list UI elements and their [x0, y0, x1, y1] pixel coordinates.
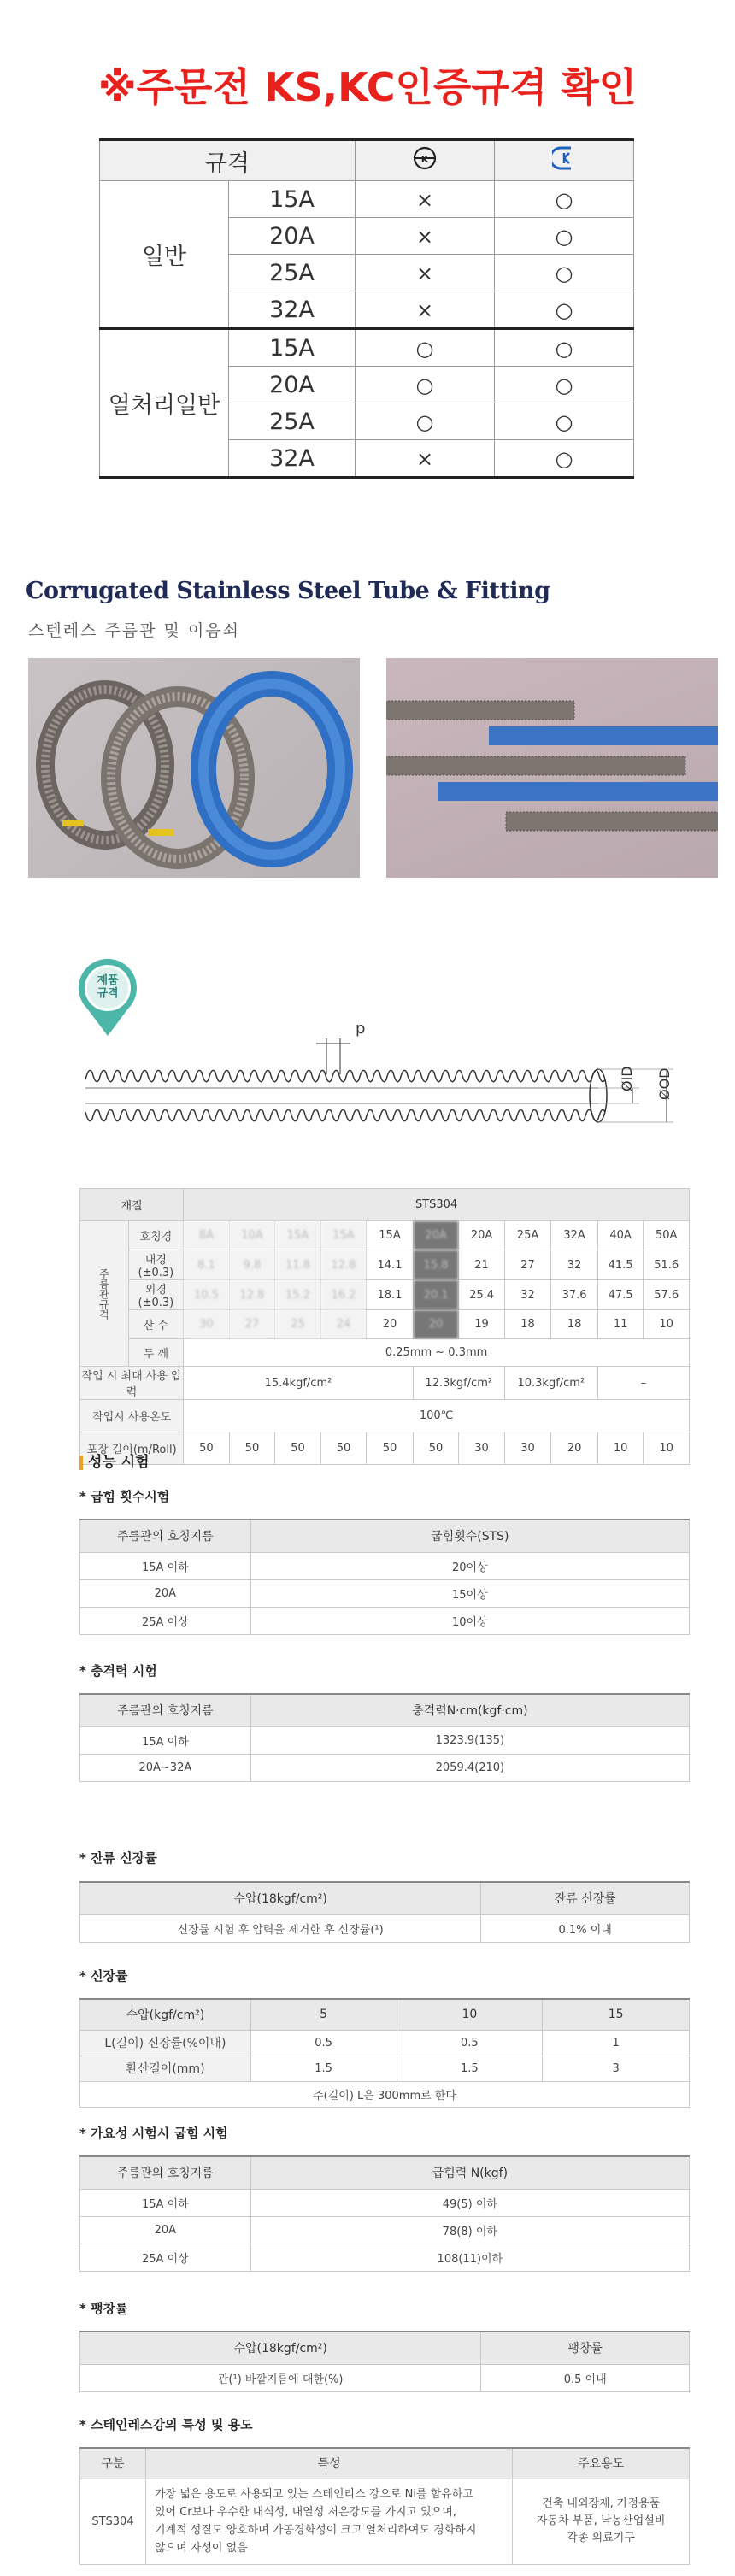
- thickness-value: 0.25mm ~ 0.3mm: [184, 1339, 690, 1367]
- table-note-row: [80, 2081, 690, 2107]
- residual-title: * 잔류 신장률: [79, 1850, 157, 1866]
- spec-cell: 32A: [551, 1221, 598, 1250]
- feature-line: 않으며 자성이 없음: [154, 2542, 248, 2555]
- table-cell: 10이상: [250, 1607, 689, 1634]
- cert-kc-mark: [495, 255, 634, 291]
- cert-kc-mark: [495, 440, 634, 478]
- table-header-cell: 굽힘횟수(STS): [250, 1520, 689, 1552]
- length-value: 30: [459, 1432, 505, 1465]
- material-value: STS304: [184, 1189, 690, 1221]
- cert-size: 15A: [229, 329, 356, 367]
- pressure-value: 15.4kgf/cm²: [184, 1367, 414, 1400]
- table-header-cell: 굽힘력 N(kgf): [250, 2156, 689, 2189]
- table-cell: 2059.4(210): [250, 1754, 689, 1781]
- table-cell: L(길이) 신장률(%이내): [80, 2030, 251, 2056]
- table-cell: 0.1% 이내: [481, 1914, 690, 1942]
- spec-row-ridges: [80, 1310, 690, 1339]
- cert-group-name: 일반: [100, 181, 229, 329]
- spec-cell: 12.8: [320, 1250, 367, 1280]
- spec-cell: 20A: [459, 1221, 505, 1250]
- table-header-row: [80, 1694, 690, 1726]
- table-header-cell: 10: [397, 1999, 543, 2030]
- table-header-cell: 수압(kgf/cm²): [80, 1999, 251, 2030]
- use-line: 건축 내외장재, 가정용품: [542, 2497, 661, 2510]
- ks-mark-icon: [412, 145, 438, 171]
- thickness-label: 두 께: [128, 1339, 184, 1367]
- table-header-cell: 주름관의 호칭지름: [80, 2156, 251, 2189]
- table-cell: 0.5: [250, 2030, 397, 2056]
- cert-kc-value: ○: [555, 297, 573, 322]
- table-cell: 20A: [80, 1579, 251, 1607]
- temperature-value: 100℃: [184, 1400, 690, 1432]
- cert-table: [99, 138, 634, 479]
- table-header-cell: 팽창률: [481, 2332, 690, 2364]
- table-cell: 20이상: [250, 1552, 689, 1579]
- table-header-row: [80, 2448, 690, 2479]
- bend-test-table: [79, 1519, 690, 1635]
- cert-ks-mark: [356, 255, 495, 291]
- length-value: 50: [275, 1432, 321, 1465]
- elongation-table: [79, 1998, 690, 2108]
- use-line: 자동차 부품, 낙농산업설비: [536, 2514, 666, 2527]
- cert-kc-value: ○: [555, 261, 573, 285]
- spec-cell: 10: [644, 1310, 690, 1339]
- cert-ks-value: ×: [415, 224, 434, 249]
- spec-cell: 40A: [597, 1221, 644, 1250]
- table-header-cell: 주름관의 호칭지름: [80, 1694, 251, 1726]
- table-cell: 20A: [80, 2216, 251, 2244]
- spec-cell: 20A: [413, 1221, 459, 1250]
- cert-ks-value: ○: [415, 409, 434, 434]
- cert-ks-mark: [356, 403, 495, 440]
- table-header-row: [80, 1882, 690, 1914]
- spec-cell: 24: [320, 1310, 367, 1339]
- cert-header-spec: 규격: [100, 140, 356, 181]
- cert-size: 20A: [229, 218, 356, 255]
- table-row: [80, 1579, 690, 1607]
- residual-table: [79, 1881, 690, 1943]
- cert-size: 25A: [229, 255, 356, 291]
- table-header-cell: 주름관의 호칭지름: [80, 1520, 251, 1552]
- table-row: [80, 2479, 690, 2564]
- pressure-label: 작업 시 최대 사용 압력: [80, 1367, 184, 1400]
- od-label: ØOD: [656, 1067, 673, 1100]
- table-cell: 20A~32A: [80, 1754, 251, 1781]
- spec-row-nominal: [80, 1221, 690, 1250]
- spec-cell: 51.6: [644, 1250, 690, 1280]
- cert-group-name: 열처리일반: [100, 329, 229, 478]
- cert-kc-value: ○: [555, 446, 573, 471]
- table-row: [80, 2216, 690, 2244]
- table-row: [80, 1607, 690, 1634]
- table-cell: 신장률 시험 후 압력을 제거한 후 신장률(¹): [80, 1914, 481, 1942]
- table-row: [80, 1914, 690, 1942]
- spec-cell: 11.8: [275, 1250, 321, 1280]
- length-value: 20: [551, 1432, 598, 1465]
- cert-ks-mark: [356, 181, 495, 218]
- impact-test-title: * 충격력 시험: [79, 1663, 157, 1679]
- cert-kc-mark: [495, 291, 634, 329]
- table-header-row: [80, 2156, 690, 2189]
- spec-cell: 25: [275, 1310, 321, 1339]
- feature-line: 기계적 성질도 양호하며 가공경화성이 크고 열처리하여도 경화하지: [154, 2524, 477, 2537]
- tube-bottom-edge: [85, 1109, 605, 1120]
- spec-table: [79, 1188, 690, 1465]
- stainless-title: * 스테인레스강의 특성 및 용도: [79, 2417, 253, 2432]
- tube-top-edge: [85, 1070, 605, 1081]
- table-cell: 25A 이상: [80, 1607, 251, 1634]
- use-line: 각종 의료기구: [567, 2532, 635, 2544]
- table-cell: 1.5: [250, 2056, 397, 2081]
- cert-kc-mark: [495, 403, 634, 440]
- spec-cell: 21: [459, 1250, 505, 1280]
- product-title-ko: 스텐레스 주름관 및 이음쇠: [28, 621, 241, 640]
- cert-ks-mark: [356, 218, 495, 255]
- table-header-cell: 주요용도: [513, 2448, 690, 2479]
- table-cell: 관(¹) 바깥지름에 대한(%): [80, 2364, 481, 2391]
- table-cell: 15A 이하: [80, 1552, 251, 1579]
- table-header-cell: 잔류 신장률: [481, 1882, 690, 1914]
- table-cell: 0.5: [397, 2030, 543, 2056]
- spec-cell: 15.8: [413, 1250, 459, 1280]
- spec-cell: 47.5: [597, 1280, 644, 1310]
- tube-diagram: [85, 1021, 701, 1141]
- stainless-table: [79, 2447, 690, 2565]
- stainless-uses: [513, 2479, 690, 2564]
- table-header-cell: 구분: [80, 2448, 146, 2479]
- table-header-row: [80, 1999, 690, 2030]
- product-photo-tubes: [386, 658, 718, 878]
- table-cell: 49(5) 이하: [250, 2189, 689, 2216]
- spec-row-label: 호칭경: [128, 1221, 184, 1250]
- table-header-row: [80, 2332, 690, 2364]
- cert-ks-value: ×: [415, 261, 434, 285]
- cert-kc-value: ○: [555, 336, 573, 361]
- spec-side-label: 주름관규격: [80, 1221, 129, 1367]
- notice-title: ※주문전 KS,KC인증규격 확인: [97, 64, 638, 110]
- cert-size: 25A: [229, 403, 356, 440]
- length-value: 10: [644, 1432, 690, 1465]
- spec-row-inner: [80, 1250, 690, 1280]
- impact-test-table: [79, 1693, 690, 1782]
- spec-cell: 20: [413, 1310, 459, 1339]
- table-row: [80, 2030, 690, 2056]
- table-row: [80, 2189, 690, 2216]
- spec-cell: 20.1: [413, 1280, 459, 1310]
- svg-text:K: K: [420, 153, 429, 165]
- spec-cell: 37.6: [551, 1280, 598, 1310]
- table-cell: 15A 이하: [80, 2189, 251, 2216]
- spec-cell: 32: [504, 1280, 551, 1310]
- table-header-row: [80, 1520, 690, 1552]
- length-value: 50: [320, 1432, 367, 1465]
- spec-cell: 41.5: [597, 1250, 644, 1280]
- cert-ks-value: ×: [415, 297, 434, 322]
- cert-size: 32A: [229, 291, 356, 329]
- pitch-label: p: [356, 1020, 366, 1038]
- cert-kc-value: ○: [555, 409, 573, 434]
- cert-size: 32A: [229, 440, 356, 478]
- cert-kc-value: ○: [555, 187, 573, 212]
- spec-cell: 27: [504, 1250, 551, 1280]
- cert-kc-mark: [495, 218, 634, 255]
- spec-cell: 32: [551, 1250, 598, 1280]
- spec-cell: 30: [184, 1310, 230, 1339]
- table-cell: 0.5 이내: [481, 2364, 690, 2391]
- table-cell: 1323.9(135): [250, 1726, 689, 1754]
- pressure-value: 12.3kgf/cm²: [413, 1367, 504, 1400]
- spec-cell: 50A: [644, 1221, 690, 1250]
- spec-cell: 25.4: [459, 1280, 505, 1310]
- table-header-cell: 충격력N·cm(kgf·cm): [250, 1694, 689, 1726]
- expansion-title: * 팽창률: [79, 2301, 128, 2316]
- spec-cell: 20: [367, 1310, 414, 1339]
- material-label: 재질: [80, 1189, 184, 1221]
- gas-bend-title: * 가요성 시험시 굽힘 시험: [79, 2126, 228, 2141]
- cert-size: 15A: [229, 181, 356, 218]
- spec-cell: 15A: [320, 1221, 367, 1250]
- cert-row: [100, 181, 634, 218]
- spec-cell: 15.2: [275, 1280, 321, 1310]
- table-cell: 1: [543, 2030, 690, 2056]
- table-header-cell: 특성: [145, 2448, 512, 2479]
- spec-cell: 8.1: [184, 1250, 230, 1280]
- spec-cell: 10.5: [184, 1280, 230, 1310]
- cert-ks-value: ×: [415, 187, 434, 212]
- length-value: 50: [413, 1432, 459, 1465]
- table-note: 주(길이) L은 300mm로 한다: [80, 2081, 690, 2107]
- spec-cell: 9.8: [229, 1250, 275, 1280]
- length-value: 30: [504, 1432, 551, 1465]
- table-row: [80, 2364, 690, 2391]
- table-cell: 3: [543, 2056, 690, 2081]
- badge-line1: 제품: [97, 974, 119, 987]
- table-header-cell: 수압(18kgf/cm²): [80, 1882, 481, 1914]
- table-cell: 환산길이(mm): [80, 2056, 251, 2081]
- spec-row-thickness: [80, 1339, 690, 1367]
- elongation-title: * 신장률: [79, 1968, 128, 1984]
- tube-end-cap: [590, 1069, 607, 1122]
- spec-cell: 18.1: [367, 1280, 414, 1310]
- spec-cell: 27: [229, 1310, 275, 1339]
- pressure-value: –: [597, 1367, 689, 1400]
- table-header-cell: 15: [543, 1999, 690, 2030]
- cert-size: 20A: [229, 367, 356, 403]
- spec-row-temperature: [80, 1400, 690, 1432]
- table-row: [80, 1754, 690, 1781]
- spec-row-label: 내경(±0.3): [128, 1250, 184, 1280]
- table-cell: 15이상: [250, 1579, 689, 1607]
- feature-line: 가장 넓은 용도로 사용되고 있는 스테인리스 강으로 Ni를 함유하고: [154, 2488, 473, 2501]
- stainless-features: [145, 2479, 512, 2564]
- pressure-value: 10.3kgf/cm²: [504, 1367, 597, 1400]
- length-value: 10: [597, 1432, 644, 1465]
- cert-row: [100, 329, 634, 367]
- cert-ks-mark: [356, 367, 495, 403]
- expansion-table: [79, 2331, 690, 2392]
- cert-kc-value: ○: [555, 224, 573, 249]
- cert-header-ks: [356, 140, 495, 181]
- cert-ks-mark: [356, 329, 495, 367]
- table-row: [80, 1726, 690, 1754]
- table-row: [80, 1552, 690, 1579]
- cert-kc-value: ○: [555, 373, 573, 397]
- cert-ks-value: ×: [415, 446, 434, 471]
- spec-row-label: 외경(±0.3): [128, 1280, 184, 1310]
- cert-ks-mark: [356, 440, 495, 478]
- product-photo-coils: [28, 658, 360, 878]
- spec-row-pressure: [80, 1367, 690, 1400]
- table-row: [80, 2244, 690, 2271]
- spec-cell: 25A: [504, 1221, 551, 1250]
- table-header-cell: 수압(18kgf/cm²): [80, 2332, 481, 2364]
- length-value: 50: [184, 1432, 230, 1465]
- table-header-cell: 5: [250, 1999, 397, 2030]
- feature-line: 있어 Cr보다 우수한 내식성, 내열성 저온강도를 가지고 있으며,: [154, 2506, 456, 2519]
- spec-cell: 57.6: [644, 1280, 690, 1310]
- temperature-label: 작업시 사용온도: [80, 1400, 184, 1432]
- cert-header-kc: [495, 140, 634, 181]
- spec-cell: 15A: [275, 1221, 321, 1250]
- product-title-en: Corrugated Stainless Steel Tube & Fitting: [26, 578, 550, 604]
- cert-ks-mark: [356, 291, 495, 329]
- spec-row-length: [80, 1432, 690, 1465]
- length-label: 포장 길이(m/Roll): [80, 1432, 184, 1465]
- length-value: 50: [229, 1432, 275, 1465]
- length-value: 50: [367, 1432, 414, 1465]
- spec-cell: 10A: [229, 1221, 275, 1250]
- table-cell: 78(8) 이하: [250, 2216, 689, 2244]
- cert-kc-mark: [495, 367, 634, 403]
- table-cell: 1.5: [397, 2056, 543, 2081]
- cert-ks-value: ○: [415, 336, 434, 361]
- badge-line2: 규격: [97, 987, 119, 1000]
- table-row: [80, 2056, 690, 2081]
- spec-cell: 11: [597, 1310, 644, 1339]
- table-cell: 108(11)이하: [250, 2244, 689, 2271]
- kc-mark-icon: [552, 145, 576, 171]
- cert-ks-value: ○: [415, 373, 434, 397]
- stainless-grade: STS304: [80, 2479, 146, 2564]
- spec-cell: 12.8: [229, 1280, 275, 1310]
- table-cell: 25A 이상: [80, 2244, 251, 2271]
- cert-kc-mark: [495, 329, 634, 367]
- spec-cell: 18: [551, 1310, 598, 1339]
- performance-title: 성능 시험: [79, 1450, 150, 1471]
- id-label: ØID: [619, 1066, 635, 1091]
- spec-row-outer: [80, 1280, 690, 1310]
- spec-row-label: 산 수: [128, 1310, 184, 1339]
- spec-cell: 15A: [367, 1221, 414, 1250]
- gas-bend-table: [79, 2155, 690, 2272]
- spec-cell: 14.1: [367, 1250, 414, 1280]
- spec-cell: 18: [504, 1310, 551, 1339]
- spec-cell: 16.2: [320, 1280, 367, 1310]
- cert-kc-mark: [495, 181, 634, 218]
- spec-cell: 19: [459, 1310, 505, 1339]
- spec-cell: 8A: [184, 1221, 230, 1250]
- bend-test-title: * 굽힘 횟수시험: [79, 1489, 170, 1504]
- table-cell: 15A 이하: [80, 1726, 251, 1754]
